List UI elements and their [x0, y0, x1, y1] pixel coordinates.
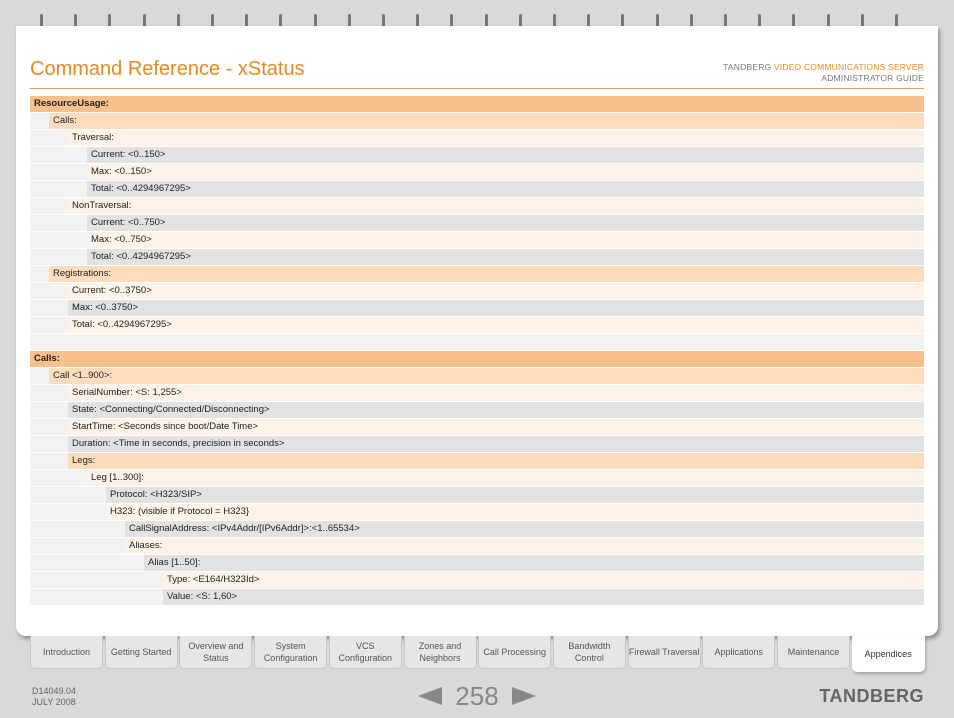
- row-indent: [30, 147, 87, 163]
- title-divider: [30, 88, 924, 89]
- row-indent: [30, 283, 68, 299]
- table-row: [30, 555, 924, 571]
- table-row: [30, 385, 924, 401]
- table-row: [30, 130, 924, 146]
- table-row: [30, 470, 924, 486]
- row-indent: [30, 402, 68, 418]
- row-text: Max: <0..3750>: [68, 300, 924, 316]
- table-row: [30, 572, 924, 588]
- brand-product: VIDEO COMMUNICATIONS SERVER: [773, 62, 924, 72]
- row-indent: [30, 266, 49, 282]
- doc-info: [32, 686, 76, 708]
- row-indent: [30, 181, 87, 197]
- tandberg-logo: TANDBERG: [819, 686, 924, 706]
- row-text: ResourceUsage:: [30, 96, 924, 112]
- row-indent: [30, 249, 87, 265]
- page-number: 258: [455, 681, 499, 711]
- table-row: [30, 215, 924, 231]
- row-text: Duration: <Time in seconds, precision in seconds>: [68, 436, 924, 452]
- table-row: [30, 283, 924, 299]
- row-text: Total: <0..4294967295>: [68, 317, 924, 333]
- table-row: [30, 368, 924, 384]
- table-row: [30, 113, 924, 129]
- row-indent: [30, 504, 106, 520]
- row-indent: [30, 487, 106, 503]
- table-row: [30, 147, 924, 163]
- page-title: Command Reference - xStatus: [30, 58, 305, 80]
- brand-prefix: TANDBERG: [723, 62, 774, 72]
- row-indent: [30, 419, 68, 435]
- row-text: Value: <S: 1,60>: [163, 589, 924, 605]
- row-indent: [30, 198, 68, 214]
- row-text: [30, 334, 924, 350]
- row-text: Current: <0..3750>: [68, 283, 924, 299]
- section-tabs: [30, 636, 926, 670]
- table-row: [30, 402, 924, 418]
- row-text: Max: <0..750>: [87, 232, 924, 248]
- tab-system-configuration[interactable]: System Configuration: [254, 636, 327, 669]
- spacer-row: [30, 334, 924, 350]
- tab-vcs-configuration[interactable]: VCS Configuration: [329, 636, 402, 669]
- row-text: Registrations:: [49, 266, 924, 282]
- row-text: Total: <0..4294967295>: [87, 181, 924, 197]
- row-text: Current: <0..150>: [87, 147, 924, 163]
- table-row: [30, 487, 924, 503]
- tab-zones-and-neighbors[interactable]: Zones and Neighbors: [404, 636, 477, 669]
- row-text: NonTraversal:: [68, 198, 924, 214]
- table-row: [30, 521, 924, 537]
- row-text: Traversal:: [68, 130, 924, 146]
- row-indent: [30, 572, 163, 588]
- table-row: [30, 453, 924, 469]
- table-row: [30, 164, 924, 180]
- row-text: Call <1..900>:: [49, 368, 924, 384]
- row-indent: [30, 470, 87, 486]
- row-text: Protocol: <H323/SIP>: [106, 487, 924, 503]
- table-row: [30, 198, 924, 214]
- table-row: [30, 504, 924, 520]
- row-indent: [30, 368, 49, 384]
- tab-call-processing[interactable]: Call Processing: [478, 636, 551, 669]
- document-page: [16, 26, 938, 636]
- row-text: Current: <0..750>: [87, 215, 924, 231]
- command-table: [30, 96, 924, 606]
- row-indent: [30, 555, 144, 571]
- row-indent: [30, 589, 163, 605]
- tab-applications[interactable]: Applications: [702, 636, 775, 669]
- doc-date: JULY 2008: [32, 697, 76, 707]
- row-indent: [30, 453, 68, 469]
- row-text: Type: <E164/H323Id>: [163, 572, 924, 588]
- tab-introduction[interactable]: Introduction: [30, 636, 103, 669]
- row-text: SerialNumber: <S: 1,255>: [68, 385, 924, 401]
- row-text: CallSignalAddress: <IPv4Addr/[IPv6Addr]>:<1..65534>: [125, 521, 924, 537]
- row-text: Leg [1..300]:: [87, 470, 924, 486]
- row-text: Calls:: [49, 113, 924, 129]
- table-row: [30, 249, 924, 265]
- table-row: [30, 436, 924, 452]
- row-indent: [30, 538, 125, 554]
- row-indent: [30, 385, 68, 401]
- row-indent: [30, 215, 87, 231]
- next-page-arrow-icon[interactable]: [512, 687, 536, 705]
- tab-overview-and-status[interactable]: Overview and Status: [179, 636, 252, 669]
- row-text: StartTime: <Seconds since boot/Date Time>: [68, 419, 924, 435]
- table-row: [30, 538, 924, 554]
- row-indent: [30, 300, 68, 316]
- row-indent: [30, 164, 87, 180]
- table-row: [30, 96, 924, 112]
- brand-header: [723, 62, 924, 84]
- table-row: [30, 266, 924, 282]
- row-text: Aliases:: [125, 538, 924, 554]
- row-text: Max: <0..150>: [87, 164, 924, 180]
- table-row: [30, 317, 924, 333]
- row-text: H323: (visible if Protocol = H323}: [106, 504, 924, 520]
- doc-id: D14049.04: [32, 686, 77, 696]
- row-indent: [30, 521, 125, 537]
- table-row: [30, 589, 924, 605]
- table-row: [30, 232, 924, 248]
- tab-firewall-traversal[interactable]: Firewall Traversal: [628, 636, 701, 669]
- row-indent: [30, 436, 68, 452]
- table-row: [30, 351, 924, 367]
- table-row: [30, 419, 924, 435]
- table-row: [30, 300, 924, 316]
- brand-guide: ADMINISTRATOR GUIDE: [821, 73, 924, 83]
- tab-bandwidth-control[interactable]: Bandwidth Control: [553, 636, 626, 669]
- row-text: Legs:: [68, 453, 924, 469]
- tab-getting-started[interactable]: Getting Started: [105, 636, 178, 669]
- row-indent: [30, 317, 68, 333]
- table-row: [30, 181, 924, 197]
- row-text: State: <Connecting/Connected/Disconnecting>: [68, 402, 924, 418]
- row-indent: [30, 130, 68, 146]
- row-indent: [30, 113, 49, 129]
- tab-maintenance[interactable]: Maintenance: [777, 636, 850, 669]
- row-text: Calls:: [30, 351, 924, 367]
- page-navigator: [416, 680, 538, 712]
- row-text: Total: <0..4294967295>: [87, 249, 924, 265]
- tab-appendices[interactable]: Appendices: [852, 636, 925, 672]
- row-text: Alias [1..50]:: [144, 555, 924, 571]
- row-indent: [30, 232, 87, 248]
